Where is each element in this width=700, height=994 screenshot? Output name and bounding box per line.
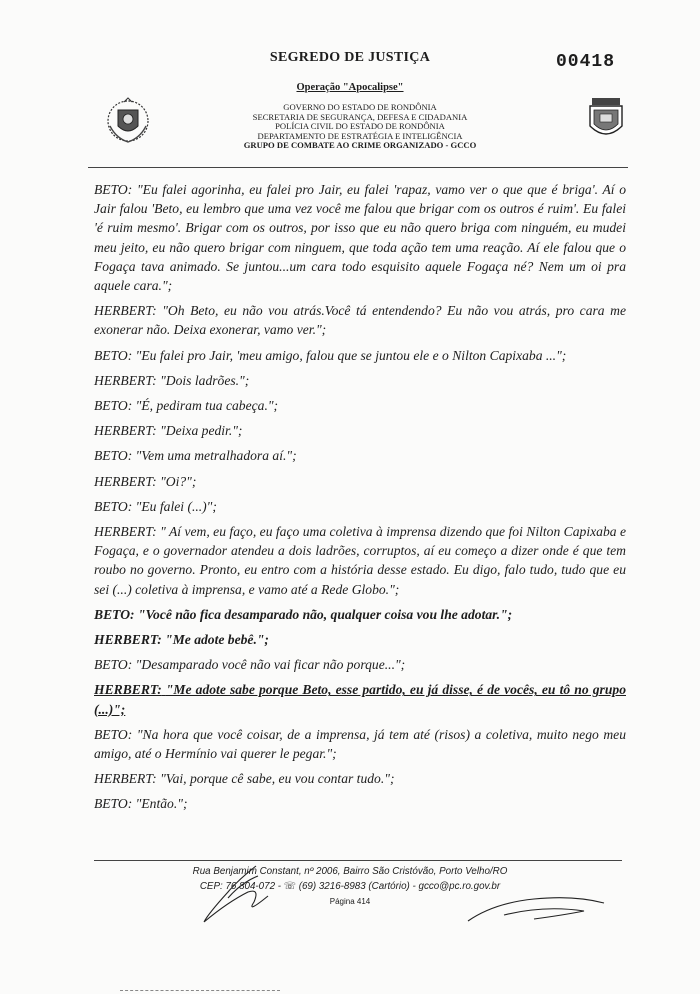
transcript-line xyxy=(94,605,626,624)
utterance-text: "Então."; xyxy=(135,796,188,812)
institution-line: GOVERNO DO ESTADO DE RONDÔNIA xyxy=(283,102,437,112)
transcript-body xyxy=(94,180,626,820)
transcript-line xyxy=(94,630,626,649)
sheet-number: 00418 xyxy=(556,52,616,72)
speaker-label: HERBERT: xyxy=(94,524,157,540)
utterance-text: "É, pediram tua cabeça."; xyxy=(135,398,279,414)
speaker-label: BETO: xyxy=(94,606,135,622)
transcript-line xyxy=(94,522,626,599)
speaker-label: BETO: xyxy=(94,182,133,197)
utterance-text: "Dois ladrões."; xyxy=(160,372,250,388)
speaker-label: HERBERT: xyxy=(94,473,157,489)
utterance-text: "Eu falei (...)"; xyxy=(135,498,217,514)
utterance-text: "Deixa pedir."; xyxy=(160,423,243,439)
transcript-line xyxy=(94,346,626,365)
utterance-text: "Eu falei agorinha, eu falei pro Jair, eu falei 'rapaz, vamo ver o que que é briga'. Aí o Jair falou 'Beto, eu lembro que uma vez você me falou que brigar com os outros é ruim'. Eu falei 'é ruim mesmo'. Brigar com os outros, por isso que eu não quero briga com ninguém, eu mudei meu jeito, eu não quero brigar com ninguem, que toda ação tem uma reação. Aí ele falou que o Fogaça tava animado. Se juntou...um cara todo esquisito aquele Fogaça né? Nem um oi pra aquele cara."; xyxy=(94,182,626,294)
transcript-line xyxy=(94,371,626,390)
utterance-text: "Vai, porque cê sabe, eu vou contar tudo."; xyxy=(160,771,395,787)
transcript-line xyxy=(94,396,626,415)
utterance-text: "Vem uma metralhadora aí."; xyxy=(135,448,297,464)
utterance-text: " Aí vem, eu faço, eu faço uma coletiva à imprensa dizendo que foi Nilton Capixaba e Fogaça, e o governador atendeu a dois ladrões, corruptos, aí eu começo a dizer onde é que tem roubo no governo. Pronto, eu entro com a história desse estado. Eu digo, falo tudo, tudo que eu sei (...) coletiva à imprensa, e vamo até a Rede Globo."; xyxy=(94,524,626,597)
transcript-line xyxy=(94,769,626,788)
police-badge-icon xyxy=(586,96,626,149)
footer-page-label: Página 414 xyxy=(329,897,371,906)
header-divider xyxy=(88,167,628,168)
state-coat-of-arms-icon xyxy=(104,96,152,151)
signature-left xyxy=(198,862,288,931)
utterance-text: "Na hora que você coisar, de a imprensa, já tem até (risos) a coletiva, muito nego meu amigo, até o Hermínio vai querer le pegar."; xyxy=(94,726,626,762)
transcript-line xyxy=(94,446,626,465)
utterance-text: "Me adote bebê."; xyxy=(165,632,269,648)
utterance-text: "Oh Beto, eu não vou atrás.Você tá entendendo? Eu não vou atrás, pro cara me exonerar não. Deixa exonerar, vamo ver."; xyxy=(94,303,626,338)
transcript-line xyxy=(94,794,626,813)
institution-line: POLÍCIA CIVIL DO ESTADO DE RONDÔNIA xyxy=(275,121,445,132)
transcript-line xyxy=(94,725,626,763)
operation-name: Operação "Apocalipse" xyxy=(296,82,404,93)
footer-contact: CEP: 76.804-072 - ☏ (69) 3216-8983 (Cartório) - gcco@pc.ro.gov.br xyxy=(199,881,501,892)
speaker-label: BETO: xyxy=(94,657,133,673)
transcript-line xyxy=(94,655,626,674)
speaker-label: BETO: xyxy=(94,398,133,414)
speaker-label: BETO: xyxy=(94,796,133,812)
transcript-line xyxy=(94,301,626,339)
utterance-text: "Eu falei pro Jair, 'meu amigo, falou que se juntou ele e o Nilton Capixaba ..."; xyxy=(135,347,567,363)
speaker-label: BETO: xyxy=(94,726,133,742)
transcript-line xyxy=(94,421,626,440)
speaker-label: BETO: xyxy=(94,448,133,464)
speaker-label: HERBERT: xyxy=(94,632,162,648)
institution-line: SECRETARIA DE SEGURANÇA, DEFESA E CIDADANIA xyxy=(252,111,468,122)
speaker-label: HERBERT: xyxy=(94,682,162,698)
footer-divider xyxy=(94,860,622,861)
speaker-label: HERBERT: xyxy=(94,423,157,439)
document-title: SEGREDO DE JUSTIÇA xyxy=(269,50,431,65)
speaker-label: BETO: xyxy=(94,347,133,363)
transcript-line xyxy=(94,680,626,718)
utterance-text: "Você não fica desamparado não, qualquer coisa vou lhe adotar."; xyxy=(137,606,513,622)
speaker-label: HERBERT: xyxy=(94,372,157,388)
institution-line: DEPARTAMENTO DE ESTRATÉGIA E INTELIGÊNCIA xyxy=(257,130,463,141)
utterance-text: "Desamparado você não vai ficar não porque..."; xyxy=(135,657,406,673)
institution-line: GRUPO DE COMBATE AO CRIME ORGANIZADO - GCCO xyxy=(243,140,477,151)
institution-header xyxy=(210,103,510,151)
utterance-text: "Me adote sabe porque Beto, esse partido, eu já disse, é de vocês, eu tô no grupo (...)"; xyxy=(94,682,626,717)
footer-address: Rua Benjamim Constant, nº 2006, Bairro São Cristóvão, Porto Velho/RO xyxy=(192,866,508,877)
speaker-label: BETO: xyxy=(94,498,133,514)
utterance-text: "Oi?"; xyxy=(160,473,197,489)
transcript-line xyxy=(94,472,626,491)
transcript-line xyxy=(94,497,626,516)
speaker-label: HERBERT: xyxy=(94,771,157,787)
scan-artifact-line xyxy=(120,990,280,991)
speaker-label: HERBERT: xyxy=(94,303,157,319)
signature-right xyxy=(464,885,614,934)
transcript-line xyxy=(94,180,626,295)
